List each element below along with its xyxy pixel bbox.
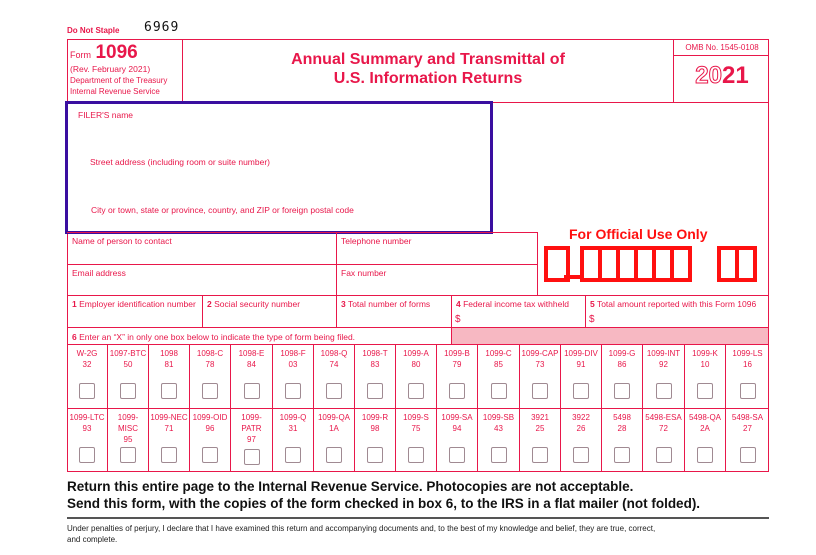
box3-label: Total number of forms xyxy=(347,299,431,309)
form-type-code: 95 xyxy=(123,435,133,444)
form-type-name: 1099-DIV xyxy=(564,349,598,358)
do-not-staple-label: Do Not Staple xyxy=(67,26,120,35)
form-title xyxy=(183,50,673,88)
form-type-code: 91 xyxy=(576,360,586,369)
form-type-name: 1098-C xyxy=(196,349,224,358)
form-type-1099-cap[interactable] xyxy=(520,345,561,409)
checkbox[interactable] xyxy=(367,383,383,399)
header-divider-right xyxy=(673,39,674,102)
form-top-border xyxy=(67,39,769,40)
checkbox[interactable] xyxy=(120,447,136,463)
form-type-code: 86 xyxy=(617,360,627,369)
perjury-line-2: and complete. xyxy=(67,535,118,544)
box5-total-amount-field[interactable] xyxy=(590,299,756,309)
form-type-code: 73 xyxy=(535,360,545,369)
checkbox[interactable] xyxy=(202,383,218,399)
form-type-name: 1099-OID xyxy=(192,413,228,422)
checkbox[interactable] xyxy=(697,383,713,399)
box4-currency: $ xyxy=(455,314,461,325)
checkbox[interactable] xyxy=(697,447,713,463)
form-type-name: 1098 xyxy=(160,349,178,358)
form-type-code: 72 xyxy=(659,424,668,433)
form-type-code: 16 xyxy=(743,360,752,369)
form-type-1099-nec[interactable] xyxy=(149,409,190,471)
form-type-1099-b[interactable] xyxy=(437,345,478,409)
filer-name-label: FILER'S name xyxy=(78,110,134,120)
form-type-code: 2A xyxy=(700,424,710,433)
form-type-name: 1098-Q xyxy=(320,349,348,358)
checkbox[interactable] xyxy=(326,447,342,463)
form-type-code: 28 xyxy=(617,424,627,433)
tax-year xyxy=(676,62,768,90)
box3-total-forms-field[interactable] xyxy=(341,299,430,309)
form-type-code: 80 xyxy=(411,360,421,369)
form-type-code: 81 xyxy=(164,360,174,369)
checkbox[interactable] xyxy=(614,383,630,399)
form-type-name: 1099-K xyxy=(692,349,718,358)
form-types-row-1 xyxy=(67,345,769,409)
form-type-name-line-2: PATR xyxy=(241,424,262,433)
tax-year-outline: 20 xyxy=(695,62,722,89)
form-type-code: 32 xyxy=(82,360,92,369)
box-divider-2 xyxy=(336,295,337,327)
form-type-5498-qa[interactable] xyxy=(685,409,726,471)
form-types-row-2 xyxy=(67,409,769,471)
form-type-1099-a[interactable] xyxy=(396,345,437,409)
checkbox[interactable] xyxy=(532,383,548,399)
checkbox[interactable] xyxy=(326,383,342,399)
box1-ein-field[interactable] xyxy=(72,299,196,309)
omb-number: OMB No. 1545-0108 xyxy=(685,43,759,52)
shaded-band xyxy=(452,328,768,344)
tax-year-bold: 21 xyxy=(722,62,749,89)
box-divider-4 xyxy=(585,295,586,327)
checkbox[interactable] xyxy=(161,383,177,399)
form-type-code: 85 xyxy=(494,360,503,369)
form-type-code: 93 xyxy=(82,424,92,433)
checkbox[interactable] xyxy=(79,447,95,463)
form-department: Department of the Treasury xyxy=(70,76,168,85)
footer-instructions xyxy=(67,478,777,512)
form-type-code: 1A xyxy=(329,424,339,433)
box5-number: 5 xyxy=(590,299,595,309)
form-type-name: 1098-F xyxy=(280,349,306,358)
box6-instruction xyxy=(72,332,355,342)
form-revision: (Rev. February 2021) xyxy=(70,64,151,74)
form-type-1099-qa[interactable] xyxy=(314,409,355,471)
form-type-1098[interactable] xyxy=(149,345,190,409)
form-type-code: 79 xyxy=(452,360,462,369)
form-type-name: 1099-G xyxy=(608,349,636,358)
form-type-code: 96 xyxy=(205,424,215,433)
form-type-name: 1099- xyxy=(241,413,262,422)
form-type-1099-sa[interactable] xyxy=(437,409,478,471)
form-type-name: 1099-LTC xyxy=(69,413,105,422)
official-use-label: For Official Use Only xyxy=(569,226,708,242)
form-type-name: 3921 xyxy=(531,413,549,422)
form-type-name: 1099-QA xyxy=(317,413,351,422)
instruction-line-2: Send this form, with the copies of the form checked in box 6, to the IRS in a flat mailer (not folded). xyxy=(67,496,701,511)
form-type-5498-esa[interactable] xyxy=(643,409,685,471)
checkbox[interactable] xyxy=(740,447,756,463)
perjury-line-1: Under penalties of perjury, I declare that I have examined this return and accompanying documents and, to the best of my knowledge and belief, they are true, correct, xyxy=(67,524,656,533)
instruction-line-1: Return this entire page to the Internal Revenue Service. Photocopies are not acceptable. xyxy=(67,479,634,494)
form-type-name: 1099-B xyxy=(444,349,470,358)
form-type-1099-q[interactable] xyxy=(273,409,314,471)
checkbox[interactable] xyxy=(449,383,465,399)
handwritten-number: 6969 xyxy=(144,20,180,35)
form-type-name: W-2G xyxy=(76,349,98,358)
form-type-name: 3922 xyxy=(572,413,590,422)
official-use-boxes xyxy=(544,246,764,282)
box6-label: Enter an “X” in only one box below to indicate the type of form being filed. xyxy=(79,332,356,342)
contact-top-line xyxy=(67,232,537,233)
form-type-name: 1099-MISC xyxy=(117,413,139,433)
form-type-1099-int[interactable] xyxy=(643,345,685,409)
form-type-name: 1099-CAP xyxy=(521,349,559,358)
checkbox[interactable] xyxy=(161,447,177,463)
checkbox[interactable] xyxy=(532,447,548,463)
contact-person-field[interactable]: Name of person to contact xyxy=(72,236,172,246)
form-type-name: 5498 xyxy=(613,413,631,422)
form-type-1099-s[interactable] xyxy=(396,409,437,471)
box4-tax-withheld-field[interactable] xyxy=(456,299,569,309)
checkbox[interactable] xyxy=(408,383,424,399)
box5-currency: $ xyxy=(589,314,595,325)
checkbox[interactable] xyxy=(285,383,301,399)
form-type-1098-f[interactable] xyxy=(273,345,314,409)
filer-city-label: City or town, state or province, country, and ZIP or foreign postal code xyxy=(91,205,354,215)
omb-divider xyxy=(673,55,769,56)
form-type-code: 71 xyxy=(164,424,174,433)
form-type-1098-q[interactable] xyxy=(314,345,355,409)
checkbox[interactable] xyxy=(491,447,507,463)
contact-right-line xyxy=(537,232,538,296)
box4-number: 4 xyxy=(456,299,461,309)
form-bottom-border xyxy=(67,471,769,472)
form-type-code: 94 xyxy=(452,424,462,433)
form-type-1097-btc[interactable] xyxy=(108,345,149,409)
form-type-code: 25 xyxy=(535,424,545,433)
filer-street-label: Street address (including room or suite number) xyxy=(90,157,270,167)
contact-mid-line xyxy=(67,264,537,265)
form-type-code: 43 xyxy=(494,424,503,433)
checkbox[interactable] xyxy=(408,447,424,463)
form-type-name: 1099-INT xyxy=(646,349,681,358)
form-type-5498[interactable] xyxy=(602,409,643,471)
box3-number: 3 xyxy=(341,299,346,309)
checkbox[interactable] xyxy=(656,383,672,399)
checkbox[interactable] xyxy=(573,383,589,399)
form-type-1098-c[interactable] xyxy=(190,345,231,409)
form-type-name: 1099-R xyxy=(361,413,389,422)
checkbox[interactable] xyxy=(285,447,301,463)
checkbox[interactable] xyxy=(244,449,260,465)
form-type-code: 83 xyxy=(370,360,380,369)
title-line-2: U.S. Information Returns xyxy=(333,70,523,87)
form-type-1098-t[interactable] xyxy=(355,345,396,409)
form-type-code: 97 xyxy=(247,435,256,444)
checkbox[interactable] xyxy=(244,383,260,399)
box-divider-1 xyxy=(202,295,203,327)
form-type-code: 98 xyxy=(370,424,380,433)
checkbox[interactable] xyxy=(614,447,630,463)
box2-number: 2 xyxy=(207,299,212,309)
form-type-code: 03 xyxy=(288,360,298,369)
telephone-field[interactable]: Telephone number xyxy=(341,236,412,246)
form-type-code: 75 xyxy=(411,424,421,433)
form-type-name: 1098-T xyxy=(362,349,388,358)
form-type-code: 50 xyxy=(123,360,133,369)
email-field[interactable]: Email address xyxy=(72,268,126,278)
form-type-1099-div[interactable] xyxy=(561,345,602,409)
checkbox[interactable] xyxy=(202,447,218,463)
box1-number: 1 xyxy=(72,299,77,309)
box2-ssn-field[interactable] xyxy=(207,299,300,309)
form-type-name: 1099-A xyxy=(403,349,429,358)
form-type-name: 1099-SB xyxy=(482,413,515,422)
boxes-top-line xyxy=(67,295,769,296)
form-type-1099-ltc[interactable] xyxy=(67,409,108,471)
checkbox[interactable] xyxy=(449,447,465,463)
form-type-name: 1099-NEC xyxy=(150,413,188,422)
form-type-code: 78 xyxy=(205,360,215,369)
filer-block[interactable] xyxy=(65,101,493,234)
form-type-3922[interactable] xyxy=(561,409,602,471)
form-type-w2g[interactable] xyxy=(67,345,108,409)
form-type-5498-sa[interactable] xyxy=(726,409,769,471)
form-type-code: 92 xyxy=(659,360,668,369)
form-type-name: 1097-BTC xyxy=(109,349,147,358)
official-box-7 xyxy=(670,246,692,282)
form-type-code: 10 xyxy=(700,360,710,369)
form-type-code: 26 xyxy=(576,424,586,433)
form-type-name: 1099-S xyxy=(403,413,429,422)
form-type-1099-sb[interactable] xyxy=(478,409,520,471)
form-type-1099-k[interactable] xyxy=(685,345,726,409)
form-type-name: 1099-LS xyxy=(732,349,763,358)
checkbox[interactable] xyxy=(79,383,95,399)
form-type-1098-e[interactable] xyxy=(231,345,273,409)
form-type-1099-c[interactable] xyxy=(478,345,520,409)
form-type-1099-misc[interactable] xyxy=(108,409,149,471)
perjury-statement xyxy=(67,523,777,545)
form-prefix: Form xyxy=(70,50,91,60)
form-type-name: 1099-C xyxy=(485,349,512,358)
checkbox[interactable] xyxy=(656,447,672,463)
form-type-code: 31 xyxy=(288,424,298,433)
form-type-name: 1099-Q xyxy=(279,413,307,422)
form-type-code: 27 xyxy=(743,424,752,433)
form-number: 1096 xyxy=(95,42,138,63)
form-type-name: 5498-ESA xyxy=(645,413,682,422)
form-type-code: 74 xyxy=(329,360,339,369)
checkbox[interactable] xyxy=(740,383,756,399)
box5-label: Total amount reported with this Form 1096 xyxy=(596,299,757,309)
form-type-name: 5498-QA xyxy=(688,413,722,422)
checkbox[interactable] xyxy=(573,447,589,463)
box6-number: 6 xyxy=(72,332,77,342)
checkbox[interactable] xyxy=(491,383,507,399)
form-type-1099-r[interactable] xyxy=(355,409,396,471)
form-id-block xyxy=(70,42,180,97)
footer-divider xyxy=(67,517,769,519)
form-type-code: 84 xyxy=(247,360,256,369)
form-type-name: 1098-E xyxy=(238,349,265,358)
form-agency: Internal Revenue Service xyxy=(70,87,160,96)
box1-label: Employer identification number xyxy=(79,299,196,309)
form-type-1099-patr[interactable] xyxy=(231,409,273,471)
form-type-name: 1099-SA xyxy=(441,413,473,422)
form-type-1099-g[interactable] xyxy=(602,345,643,409)
form-type-3921[interactable] xyxy=(520,409,561,471)
form-type-1099-oid[interactable] xyxy=(190,409,231,471)
fax-field[interactable]: Fax number xyxy=(341,268,387,278)
form-type-1099-ls[interactable] xyxy=(726,345,769,409)
box4-label: Federal income tax withheld xyxy=(463,299,569,309)
official-box-9 xyxy=(735,246,757,282)
box2-label: Social security number xyxy=(214,299,301,309)
checkbox[interactable] xyxy=(120,383,136,399)
form-type-name: 5498-SA xyxy=(731,413,764,422)
title-line-1: Annual Summary and Transmittal of xyxy=(291,51,565,68)
checkbox[interactable] xyxy=(367,447,383,463)
